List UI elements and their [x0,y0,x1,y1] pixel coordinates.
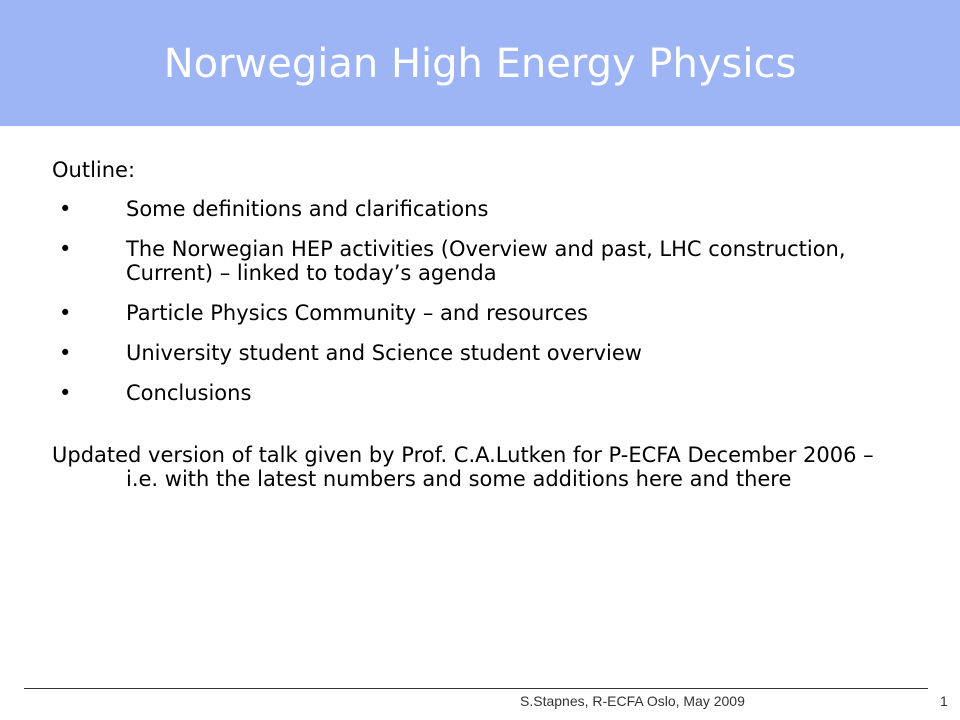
bullet-icon: • [59,197,72,221]
bullet-icon: • [59,341,72,365]
slide-body [52,158,912,491]
slide-title: Norwegian High Energy Physics [163,41,797,87]
outline-item [52,197,912,221]
bullet-icon: • [59,301,72,325]
outline-item [52,237,912,285]
update-note: Updated version of talk given by Prof. C.A.Lutken for P-ECFA December 2006 – i.e. with the latest numbers and some additions here and there [52,443,874,491]
footer-credit: S.Stapnes, R-ECFA Oslo, May 2009 [520,693,745,709]
outline-item [52,301,912,325]
outline-item-text: The Norwegian HEP activities (Overview and past, LHC construction, Current) – linked to today’s agenda [126,237,846,285]
outline-item [52,341,912,365]
outline-item-text: University student and Science student overview [126,341,642,365]
bullet-icon: • [59,237,72,261]
page-number: 1 [940,693,948,709]
footer-divider [24,688,928,689]
outline-item [52,381,912,405]
outline-item-text: Some definitions and clarifications [126,197,489,221]
outline-heading: Outline: [52,158,136,182]
outline-list [52,197,912,405]
outline-item-text: Particle Physics Community – and resources [126,301,588,325]
bullet-icon: • [59,381,72,405]
outline-item-text: Conclusions [126,381,252,405]
